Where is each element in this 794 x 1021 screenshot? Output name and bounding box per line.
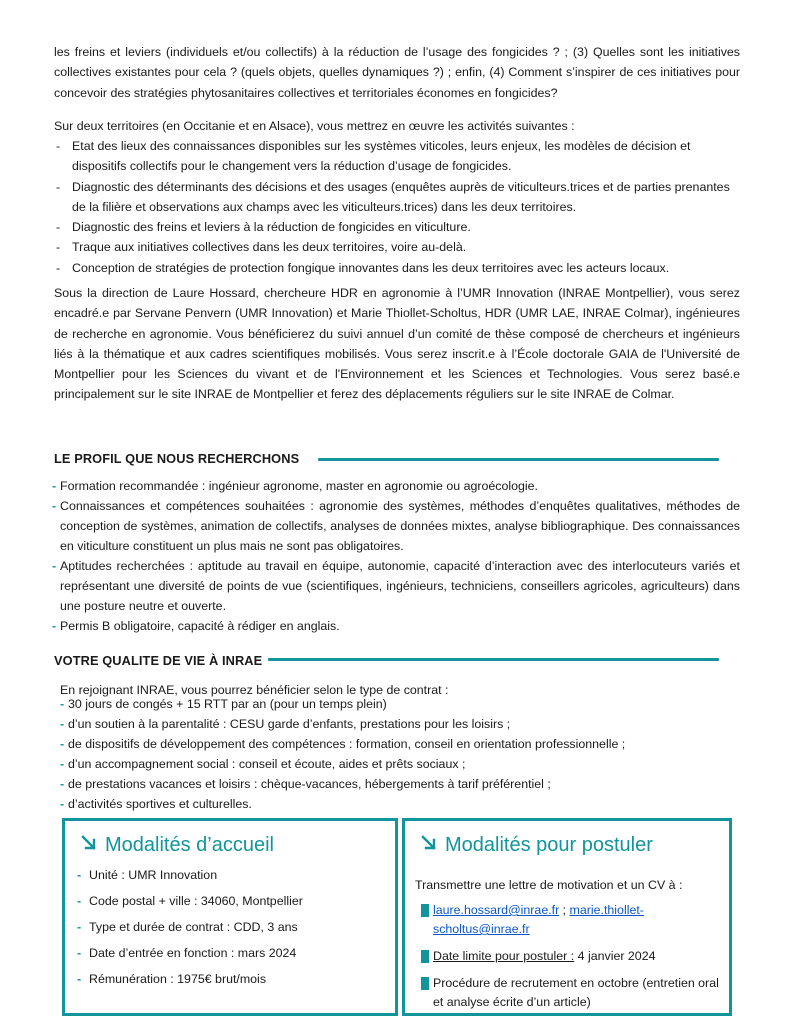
list-item: - d’activités sportives et culturelles. <box>60 794 740 814</box>
profile-list <box>52 476 740 636</box>
list-item <box>421 947 725 966</box>
list-item: - Etat des lieux des connaissances disponibles sur les systèmes viticoles, leurs enjeux, les modèles de décision et dispositifs collectifs pour le changement vers la réduction d’usage de fongicides. <box>54 136 740 177</box>
postuler-lead: Transmettre une lettre de motivation et un CV à : <box>415 878 683 892</box>
arrow-down-right-icon <box>419 833 439 853</box>
email-link-thiollet[interactable]: marie.thiollet-scholtus@inrae.fr <box>433 903 644 936</box>
procedure-text: Procédure de recrutement en octobre (entretien oral et analyse écrite d’un article) <box>433 976 719 1009</box>
intro-paragraph: les freins et leviers (individuels et/ou collectifs) à la réduction de l’usage des fongicides ? ; (3) Quelles sont les initiatives collectives existantes pour cela ? (quels objets, quelles dynamiques ?) ; enfin, (4) Comment s’inspirer de ces initiatives pour concevoir des stratégies phytosanitaires collectives et territoriales économes en fongicides? <box>54 45 740 100</box>
direction-paragraph: Sous la direction de Laure Hossard, chercheure HDR en agronomie à l’UMR Innovation (INRAE Montpellier), vous serez encadré.e par Servane Penvern (UMR Innovation) et Marie Thiollet-Scholtus, HDR (UMR LAE, INRAE Colmar), ingénieures de recherche en agronomie. Vous bénéficierez du suivi annuel d’un comité de thèse composé de chercheurs et ingénieurs liés à la thématique et aux cadres scientifiques mobilisés. Vous serez inscrit.e à l’École doctorale GAIA de l'Université de Montpellier pour les Sciences du vivant et de l'Environnement et les Sciences et Technologies. Vous serez basé.e principalement sur le site INRAE de Montpellier et ferez des déplacements réguliers sur le site INRAE de Colmar. <box>54 286 740 402</box>
list-item: - Code postal + ville : 34060, Montpellier <box>77 891 303 917</box>
deadline-value: 4 janvier 2024 <box>574 949 656 963</box>
quality-heading: VOTRE QUALITE DE VIE À INRAE <box>54 653 263 668</box>
postuler-title: Modalités pour postuler <box>445 834 653 856</box>
list-item: - Diagnostic des freins et leviers à la réduction de fongicides en viticulture. <box>54 217 740 237</box>
postuler-box <box>402 818 732 1016</box>
email-link-hossard[interactable]: laure.hossard@inrae.fr <box>433 903 560 917</box>
accueil-title: Modalités d’accueil <box>105 834 274 856</box>
list-item: - Formation recommandée : ingénieur agronome, master en agronomie ou agroécologie. <box>52 476 740 496</box>
list-item <box>421 901 725 939</box>
list-item: - Unité : UMR Innovation <box>77 865 303 891</box>
list-item <box>421 974 725 1012</box>
accueil-box <box>62 818 398 1016</box>
postuler-list <box>421 901 725 1020</box>
list-item: - Conception de stratégies de protection fongique innovantes dans les deux territoires avec les acteurs locaux. <box>54 258 740 278</box>
quality-heading-rule <box>268 658 719 661</box>
list-item: - Date d’entrée en fonction : mars 2024 <box>77 943 303 969</box>
quality-list <box>60 694 740 814</box>
activities-lead: Sur deux territoires (en Occitanie et en Alsace), vous mettrez en œuvre les activités suivantes : <box>54 119 575 133</box>
activities-list <box>54 136 740 278</box>
arrow-down-right-icon <box>79 833 99 853</box>
list-item: - Connaissances et compétences souhaitées : agronomie des systèmes, méthodes d’enquêtes qualitatives, méthodes de conception de systèmes, animation de collectifs, analyses de données mixtes, analyse bibliographique. Des connaissances en viticulture constituent un plus mais ne sont pas obligatoires. <box>52 496 740 556</box>
list-item: - Diagnostic des déterminants des décisions et des usages (enquêtes auprès de viticulteurs.trices et de parties prenantes de la filière et observations aux champs avec les viticulteurs.trices) dans les deux territoires. <box>54 177 740 218</box>
list-item: - Permis B obligatoire, capacité à rédiger en anglais. <box>52 616 740 636</box>
postuler-heading <box>419 833 653 857</box>
list-item: - Aptitudes recherchées : aptitude au travail en équipe, autonomie, capacité d’interaction avec des interlocuteurs variés et représentant une diversité de points de vue (scientifiques, ingénieurs, techniciens, conseillers agricoles, agriculteurs) dans une posture neutre et ouverte. <box>52 556 740 616</box>
list-item: - 30 jours de congés + 15 RTT par an (pour un temps plein) <box>60 694 740 714</box>
list-item: - Type et durée de contrat : CDD, 3 ans <box>77 917 303 943</box>
list-item: - de prestations vacances et loisirs : chèque-vacances, hébergements à tarif préférentiel ; <box>60 774 740 794</box>
list-item: - Rémunération : 1975€ brut/mois <box>77 969 303 995</box>
list-item: - de dispositifs de développement des compétences : formation, conseil en orientation professionnelle ; <box>60 734 740 754</box>
quality-lead: En rejoignant INRAE, vous pourrez bénéficier selon le type de contrat : <box>60 683 449 697</box>
list-item: - d’un soutien à la parentalité : CESU garde d’enfants, prestations pour les loisirs ; <box>60 714 740 734</box>
accueil-list <box>77 865 303 995</box>
email-separator: ; <box>559 903 570 917</box>
profile-heading: LE PROFIL QUE NOUS RECHERCHONS <box>54 451 300 466</box>
deadline-label: Date limite pour postuler : <box>433 949 575 963</box>
list-item: - d’un accompagnement social : conseil et écoute, aides et prêts sociaux ; <box>60 754 740 774</box>
profile-heading-rule <box>318 458 719 461</box>
accueil-heading <box>79 833 274 857</box>
list-item: - Traque aux initiatives collectives dans les deux territoires, voire au-delà. <box>54 237 740 257</box>
